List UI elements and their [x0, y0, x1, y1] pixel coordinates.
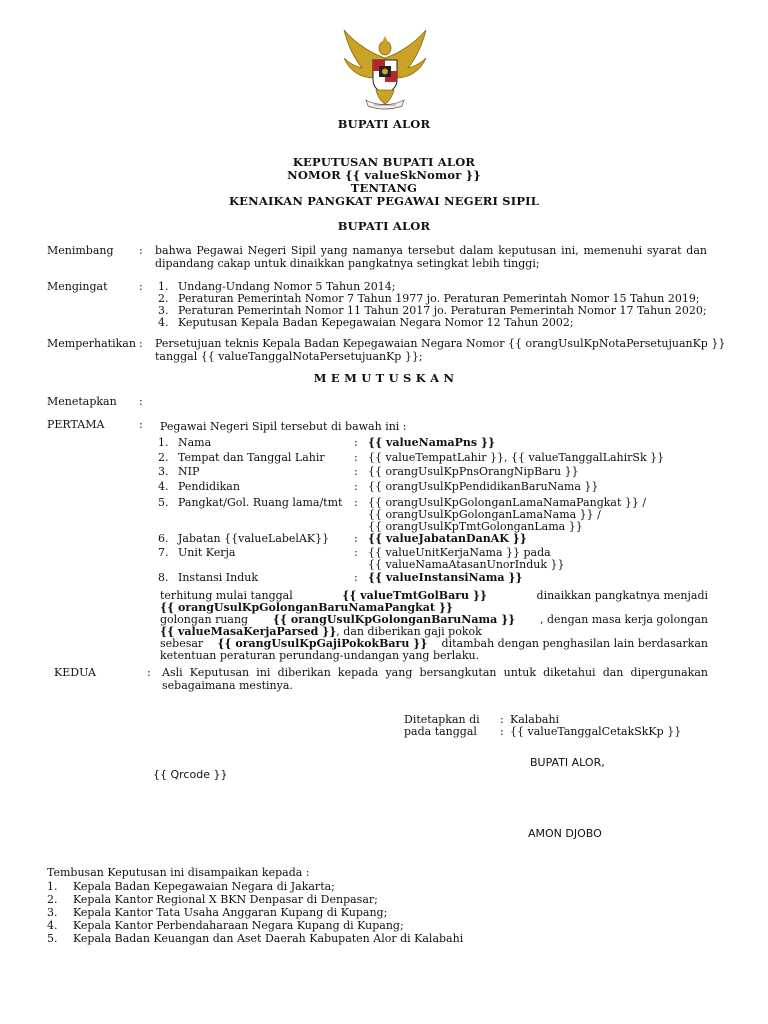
kedua-text-line2: sebagaimana mestinya. — [162, 679, 293, 692]
memutuskan-heading: M E M U T U S K A N — [313, 371, 455, 385]
pns-row-label: Tempat dan Tanggal Lahir — [178, 451, 325, 464]
mengingat-number: 2. — [158, 292, 169, 305]
mengingat-colon: : — [139, 280, 143, 293]
decision-subject: KENAIKAN PANGKAT PEGAWAI NEGERI SIPIL — [228, 194, 540, 208]
tmt-gol-baru: {{ valueTmtGolBaru }} — [342, 589, 487, 602]
pns-row-number: 7. — [158, 546, 169, 559]
pns-row-colon: : — [354, 496, 358, 509]
pns-row-label: Instansi Induk — [178, 571, 259, 584]
pns-row-number: 4. — [158, 480, 169, 493]
decision-title: KEPUTUSAN BUPATI ALOR — [292, 155, 476, 169]
signer-name: AMON DJOBO — [528, 827, 602, 840]
tembusan-number: 1. — [47, 880, 58, 893]
new-rank-name: {{ orangUsulKpGolonganBaruNamaPangkat }} — [160, 601, 453, 614]
place-colon: : — [500, 713, 504, 726]
kedua-text-line1: Asli Keputusan ini diberikan kepada yang bersangkutan untuk diketahui dan dipergunakan — [162, 666, 708, 679]
tembusan-number: 3. — [47, 906, 58, 919]
pns-row-label: Jabatan {{valueLabelAK}} — [178, 532, 330, 545]
authority-title: BUPATI ALOR — [337, 219, 431, 233]
mengingat-number: 4. — [158, 316, 169, 329]
header-title: BUPATI ALOR — [337, 117, 431, 131]
promotion-text: ditambah dengan penghasilan lain berdasarkan — [441, 637, 708, 650]
tembusan-item: Kepala Kantor Regional X BKN Denpasar di Denpasar; — [73, 893, 378, 906]
promotion-text: dinaikkan pangkatnya menjadi — [536, 589, 708, 602]
pertama-colon: : — [139, 418, 143, 431]
pns-row-label: Unit Kerja — [178, 546, 236, 559]
pertama-intro: Pegawai Negeri Sipil tersebut di bawah ini : — [160, 420, 407, 433]
promotion-text: golongan ruang — [160, 613, 249, 626]
memperhatikan-colon: : — [139, 337, 143, 350]
tembusan-item: Kepala Badan Keuangan dan Aset Daerah Kabupaten Alor di Kalabahi — [73, 932, 464, 945]
tembusan-title: Tembusan Keputusan ini disampaikan kepada : — [47, 866, 310, 879]
pns-row-colon: : — [354, 451, 358, 464]
date-colon: : — [500, 725, 504, 738]
qrcode-placeholder: {{ Qrcode }} — [153, 768, 228, 781]
pns-row-value: {{ valueUnitKerjaNama }} pada — [368, 546, 551, 559]
pns-row-value: {{ orangUsulKpPnsOrangNipBaru }} — [368, 465, 579, 478]
pns-row-label: Pangkat/Gol. Ruang lama/tmt — [178, 496, 343, 509]
pns-row-value: {{ orangUsulKpPendidikanBaruNama }} — [368, 480, 599, 493]
signer-title: BUPATI ALOR, — [530, 756, 605, 769]
menetapkan-label: Menetapkan — [47, 395, 117, 408]
pns-row-value-line2: {{ valueNamaAtasanUnorInduk }} — [368, 558, 565, 571]
pns-row-value-line3: {{ orangUsulKpTmtGolonganLama }} — [368, 520, 583, 533]
pns-row-number: 5. — [158, 496, 169, 509]
promotion-line6: ketentuan peraturan perundang-undangan yang berlaku. — [160, 649, 480, 662]
tembusan-number: 5. — [47, 932, 58, 945]
pns-row-value: {{ valueInstansiNama }} — [368, 571, 523, 584]
mengingat-item: Keputusan Kepala Badan Kepegawaian Negara Nomor 12 Tahun 2002; — [178, 316, 574, 329]
menimbang-label: Menimbang — [47, 244, 114, 257]
pns-row-number: 8. — [158, 571, 169, 584]
pns-row-label: Pendidikan — [178, 480, 240, 493]
promotion-text: terhitung mulai tanggal — [160, 589, 293, 602]
pns-row-colon: : — [354, 480, 358, 493]
garuda-pancasila-emblem — [340, 28, 430, 112]
memperhatikan-text-line2: tanggal {{ valueTanggalNotaPersetujuanKp }}; — [155, 350, 423, 363]
pns-row-label: Nama — [178, 436, 212, 449]
pns-row-number: 2. — [158, 451, 169, 464]
mengingat-item: Undang-Undang Nomor 5 Tahun 2014; — [178, 280, 396, 293]
pns-row-colon: : — [354, 532, 358, 545]
mengingat-item: Peraturan Pemerintah Nomor 11 Tahun 2017 jo. Peraturan Pemerintah Nomor 17 Tahun 2020; — [178, 304, 707, 317]
promotion-text: sebesar — [160, 637, 204, 650]
memperhatikan-text-line1: Persetujuan teknis Kepala Badan Kepegawaian Negara Nomor {{ orangUsulKpNotaPersetujuanKp }} — [155, 337, 726, 350]
pns-row-value: {{ valueTempatLahir }}, {{ valueTanggalLahirSk }} — [368, 451, 665, 464]
pns-row-value: {{ valueJabatanDanAK }} — [368, 532, 527, 545]
mengingat-item: Peraturan Pemerintah Nomor 7 Tahun 1977 jo. Peraturan Pemerintah Nomor 15 Tahun 2019; — [178, 292, 700, 305]
decision-number: NOMOR {{ valueSkNomor }} — [287, 168, 481, 182]
pns-row-value: {{ orangUsulKpGolonganLamaNamaPangkat }} / — [368, 496, 647, 509]
pns-row-label: NIP — [178, 465, 200, 478]
menetapkan-colon: : — [139, 395, 143, 408]
tembusan-number: 4. — [47, 919, 58, 932]
tembusan-item: Kepala Kantor Tata Usaha Anggaran Kupang di Kupang; — [73, 906, 388, 919]
work-period: {{ valueMasaKerjaParsed }} — [160, 625, 337, 638]
menimbang-text-line2: dipandang cakap untuk dinaikkan pangkatnya setingkat lebih tinggi; — [155, 257, 540, 270]
promotion-text: , dengan masa kerja golongan — [540, 613, 708, 626]
pns-row-colon: : — [354, 436, 358, 449]
menimbang-colon: : — [139, 244, 143, 257]
about-label: TENTANG — [350, 181, 418, 195]
pns-row-value-line2: {{ orangUsulKpGolonganLamaNama }} / — [368, 508, 601, 521]
pns-row-colon: : — [354, 571, 358, 584]
menimbang-text-line1: bahwa Pegawai Negeri Sipil yang namanya tersebut dalam keputusan ini, memenuhi syarat dan — [155, 244, 707, 257]
date-value: {{ valueTanggalCetakSkKp }} — [510, 725, 682, 738]
pertama-label: PERTAMA — [47, 418, 105, 431]
promotion-text: , dan diberikan gaji pokok — [336, 625, 482, 638]
date-label: pada tanggal — [404, 725, 477, 738]
pns-row-number: 3. — [158, 465, 169, 478]
mengingat-number: 1. — [158, 280, 169, 293]
pns-row-number: 1. — [158, 436, 169, 449]
basic-salary: {{ orangUsulKpGajiPokokBaru }} — [217, 637, 428, 650]
new-grade: {{ orangUsulKpGolonganBaruNama }} — [272, 613, 516, 626]
pns-row-number: 6. — [158, 532, 169, 545]
pns-row-value: {{ valueNamaPns }} — [368, 436, 496, 449]
kedua-label: KEDUA — [54, 666, 96, 679]
pns-row-colon: : — [354, 465, 358, 478]
pns-row-colon: : — [354, 546, 358, 559]
place-value: Kalabahi — [510, 713, 560, 726]
mengingat-number: 3. — [158, 304, 169, 317]
tembusan-number: 2. — [47, 893, 58, 906]
tembusan-item: Kepala Kantor Perbendaharaan Negara Kupang di Kupang; — [73, 919, 404, 932]
mengingat-label: Mengingat — [47, 280, 108, 293]
kedua-colon: : — [147, 666, 151, 679]
place-label: Ditetapkan di — [404, 713, 480, 726]
tembusan-item: Kepala Badan Kepegawaian Negara di Jakarta; — [73, 880, 335, 893]
memperhatikan-label: Memperhatikan — [47, 337, 136, 350]
